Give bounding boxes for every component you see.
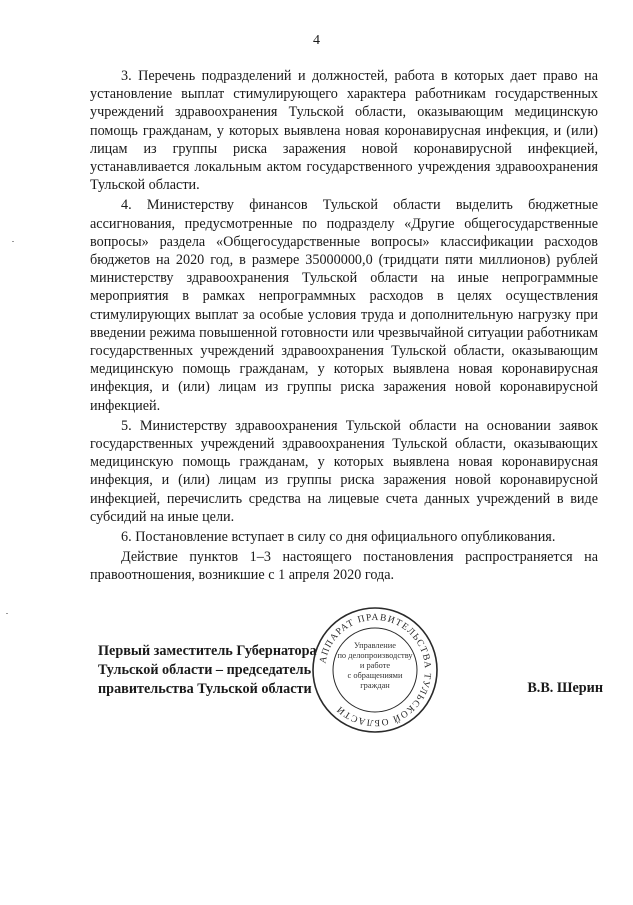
stamp-line: Управление xyxy=(353,641,396,650)
signatory-name: В.В. Шерин xyxy=(527,680,603,696)
signatory-title-line: Тульской области – председатель xyxy=(98,662,312,678)
stamp-line: и работе xyxy=(359,661,391,670)
scan-speck xyxy=(12,241,14,242)
stamp-center-text xyxy=(332,641,418,691)
signatory-title-line: Первый заместитель Губернатора xyxy=(98,643,317,659)
official-stamp xyxy=(310,605,440,735)
page-number: 4 xyxy=(313,33,320,48)
paragraph-5: 5. Министерству здравоохранения Тульской области на основании заявок государственных учреждений здравоохранения Тульской области, оказывающих медицинскую помощь гражданам, у которых выявлена новая коронавирусная инфекция, и (или) лицам из группы риска заражения новой коронавирусной инфекцией, перечислить средства на лицевые счета данных учреждений в виде субсидий на иные цели. xyxy=(90,417,598,525)
svg-text:АППАРАТ ПРАВИТЕЛЬСТВА ТУЛЬСКОЙ: АППАРАТ ПРАВИТЕЛЬСТВА ТУЛЬСКОЙ ОБЛАСТИ xyxy=(318,612,433,728)
paragraph-4: 4. Министерству финансов Тульской области выделить бюджетные ассигнования, предусмотренные по подразделу «Другие общегосударственные вопросы» раздела «Общегосударственные вопросы» классификации расходов бюджетов на 2020 год, в размере 35000000,0 (тридцати пяти миллионов) рублей министерству здравоохранения Тульской области на иные непрограммные мероприятия в рамках непрограммных расходов в целях осуществления стимулирующих выплат за особые условия труда и дополнительную нагрузку при введении режима повышенной готовности или чрезвычайной ситуации работникам государственных учреждений здравоохранения Тульской области, оказывающим медицинскую помощь гражданам, у которых выявлена новая коронавирусная инфекция, и (или) лицам из группы риска заражения новой коронавирусной инфекцией. xyxy=(90,197,598,414)
signatory-title xyxy=(98,642,317,699)
paragraph-3: 3. Перечень подразделений и должностей, работа в которых дает право на установление выплат стимулирующего характера работникам государственных учреждений здравоохранения Тульской области, оказывающим медицинскую помощь гражданам, у которых выявлена новая коронавирусная инфекция, и (или) лицам из группы риска заражения новой коронавирусной инфекцией, устанавливается локальным актом государственного учреждения здравоохранения Тульской области. xyxy=(90,68,598,194)
signatory-title-line: правительства Тульской области xyxy=(98,681,312,697)
document-body xyxy=(90,67,598,587)
stamp-line: по делопроизводству xyxy=(337,651,413,660)
stamp-line: граждан xyxy=(360,681,390,690)
stamp-line: с обращениями xyxy=(347,671,403,680)
paragraph-6: 6. Постановление вступает в силу со дня официального опубликования. xyxy=(121,529,556,546)
scan-speck xyxy=(6,613,8,614)
paragraph-effective-date: Действие пунктов 1–3 настоящего постановления распространяется на правоотношения, возникшие с 1 апреля 2020 года. xyxy=(90,549,598,584)
